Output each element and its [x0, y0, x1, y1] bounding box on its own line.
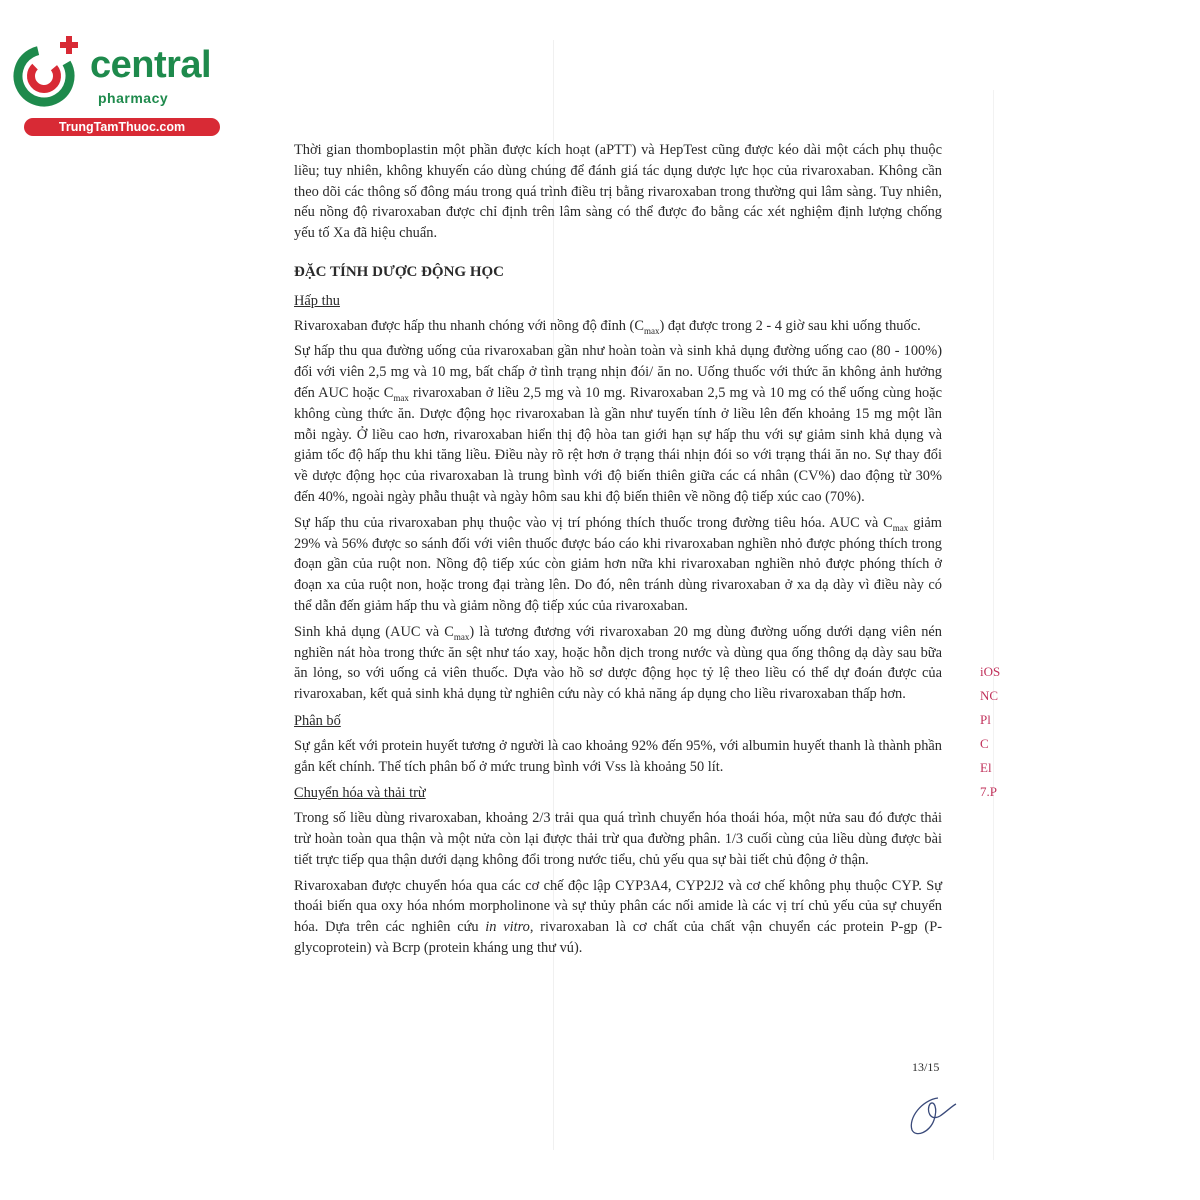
distribution-paragraph: Sự gắn kết với protein huyết tương ở người là cao khoảng 92% đến 95%, với albumin huyết thanh là thành phần gắn kết chính. Thể tích phân bố ở mức trung bình với Vss là khoảng 50 lít. [294, 737, 942, 775]
intro-paragraph: Thời gian thomboplastin một phần được kích hoạt (aPTT) và HepTest cũng được kéo dài một cách phụ thuộc liều; tuy nhiên, không khuyến cáo dùng chúng để đánh giá tác dụng dược lực học của rivaroxaban. Không cần theo dõi các thông số đông máu trong quá trình điều trị bằng rivaroxaban trong thường qui lâm sàng. Tuy nhiên, nếu nồng độ rivaroxaban được chỉ định trên lâm sàng có thể được đo bằng các xét nghiệm định lượng chống yếu tố Xa đã hiệu chuẩn. [294, 142, 942, 242]
logo-subtitle: pharmacy [98, 90, 169, 106]
page-number: 13/15 [912, 1060, 940, 1074]
signature-icon [900, 1092, 960, 1142]
document-body [294, 140, 942, 964]
scan-page-edge [993, 90, 994, 1160]
section-heading: ĐẶC TÍNH DƯỢC ĐỘNG HỌC [294, 263, 505, 280]
pharmacy-cross-logo-icon [10, 36, 82, 108]
absorption-paragraph-1: Rivaroxaban được hấp thu nhanh chóng với nồng độ đỉnh $(C_{max})$ đạt được trong 2 - 4 giờ sau khi uống thuốc. [294, 317, 921, 336]
absorption-paragraph-4: Sinh khả dụng (AUC và $C_{max}$) là tương đương với rivaroxaban 20 mg dùng đường uống dưới dạng viên nén nghiền nát hòa trong thức ăn sệt như táo xay, hoặc hỗn dịch trong nước và dùng qua ống thông dạ dày sau bữa ăn lỏng, so với uống cả viên thuốc. Dựa vào hồ sơ dược động học tỷ lệ theo liều có thể dự đoán được của rivaroxaban, kết quả sinh khả dụng từ nghiên cứu này có khả năng áp dụng cho liều rivaroxaban thấp hơn. [294, 623, 943, 703]
absorption-subheading: Hấp thu [294, 292, 340, 309]
metabolism-paragraph-2: Rivaroxaban được chuyển hóa qua các cơ chế độc lập CYP3A4, CYP2J2 và cơ chế không phụ thuộc CYP. Sự thoái biến qua oxy hóa nhóm morpholinone và sự thủy phân các nối amide là các vị trí chủ yếu của sự chuyển hóa. Dựa trên các nghiên cứu in vitro, rivaroxaban là cơ chất của chất vận chuyển các protein P-gp (P-glycoprotein) và Bcrp (protein kháng ung thư vú). [294, 877, 943, 956]
distribution-subheading: Phân bố [294, 712, 341, 729]
absorption-paragraph-2: Sự hấp thu qua đường uống của rivaroxaban gần như hoàn toàn và sinh khả dụng đường uống cao (80 - 100%) đối với viên 2,5 mg và 10 mg, bất chấp ở tình trạng nhịn đói/ ăn no. Uống thuốc với thức ăn không ảnh hưởng đến AUC hoặc $C_{max}$ rivaroxaban ở liều 2,5 mg và 10 mg. Rivaroxaban 2,5 mg và 10 mg có thể uống cùng hoặc không cùng thức ăn. Dược động học rivaroxaban là gần như tuyến tính ở liều lên đến khoảng 15 mg một lần mỗi ngày. Ở liều cao hơn, rivaroxaban hiển thị độ hòa tan giới hạn sự hấp thu với sự giảm sinh khả dụng và giảm tốc độ hấp thu khi tăng liều. Điều này rõ rệt hơn ở trạng thái nhịn đói so với trạng thái ăn no. Sự thay đổi về dược động học của rivaroxaban là trung bình với độ biến thiên giữa các cá nhân (CV%) dao động từ 30% đến 40%, ngoài ngày phẫu thuật và ngày hôm sau khi độ biến thiên về nồng độ tiếp xúc cao (70%). [294, 343, 942, 505]
logo-wordmark: central [90, 44, 212, 86]
logo-url-banner: TrungTamThuoc.com [24, 118, 220, 136]
stamp-fragment: iOS NC Pl C El 7.P [980, 664, 1001, 799]
central-pharmacy-logo [10, 36, 215, 136]
absorption-paragraph-3: Sự hấp thu của rivaroxaban phụ thuộc vào vị trí phóng thích thuốc trong đường tiêu hóa. AUC và $C_{max}$ giảm 29% và 56% được so sánh đối với viên thuốc được báo cáo khi rivaroxaban nghiền nhỏ được phóng thích trong đoạn gần của ruột non. Nồng độ tiếp xúc còn giảm hơn nữa khi rivaroxaban nghiền nhỏ được phóng thích ở đoạn xa của ruột non, hoặc trong đại tràng lên. Do đó, nên tránh dùng rivaroxaban ở xa dạ dày vì điều này có thể dẫn đến giảm hấp thu và giảm nồng độ tiếp xúc của rivaroxaban. [294, 514, 943, 614]
metabolism-subheading: Chuyển hóa và thải trừ [294, 785, 426, 802]
metabolism-paragraph-1: Trong số liều dùng rivaroxaban, khoảng 2/3 trải qua quá trình chuyển hóa thoái hóa, một nửa sau đó được thải trừ hoàn toàn qua thận và một nửa còn lại được thải trừ qua đường phân. 1/3 cuối cùng của liều dùng được bài tiết trực tiếp qua thận dưới dạng không đổi trong nước tiểu, chủ yếu qua sự bài tiết chủ động ở thận. [294, 810, 942, 868]
